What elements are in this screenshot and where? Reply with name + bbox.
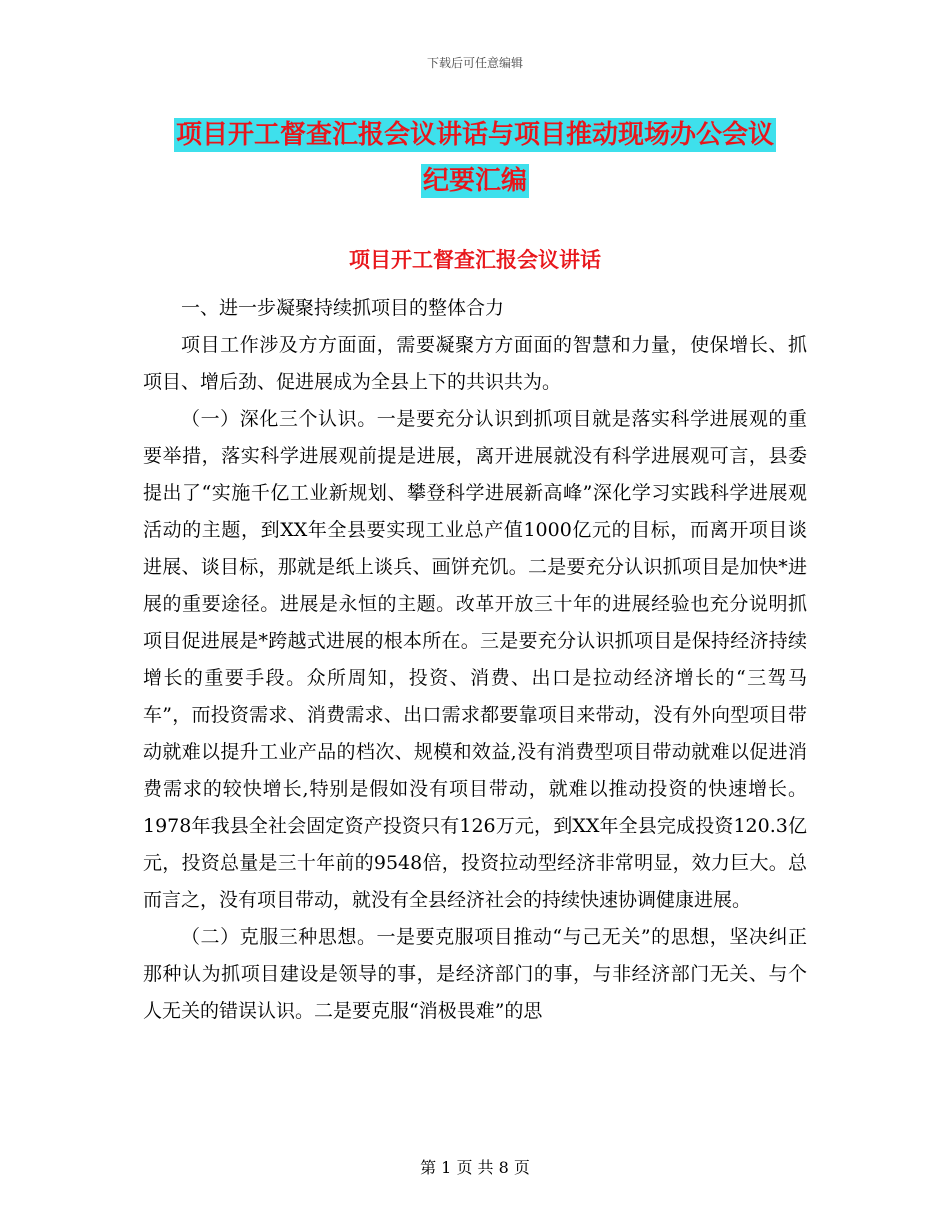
paragraph: （二）克服三种思想。一是要克服项目推动“与己无关”的思想，坚决纠正那种认为抓项目建设是领导的事，是经济部门的事，与非经济部门无关、与个人无关的错误认识。二是要克服“消极畏难”的思 xyxy=(143,926,807,1022)
paragraph: （一）深化三个认识。一是要充分认识到抓项目就是落实科学进展观的重要举措，落实科学进展观前提是进展，离开进展就没有科学进展观可言，县委提出了“实施千亿工业新规划、攀登科学进展新高峰”深化学习实践科学进展观活动的主题，到XX年全县要实现工业总产值1000亿元的目标，而离开项目谈进展、谈目标，那就是纸上谈兵、画饼充饥。二是要充分认识抓项目是加快*进展的重要途径。进展是永恒的主题。改革开放三十年的进展经验也充分说明抓项目促进展是*跨越式进展的根本所在。三是要充分认识抓项目是保持经济持续增长的重要手段。众所周知，投资、消费、出口是拉动经济增长的“三驾马车”，而投资需求、消费需求、出口需求都要靠项目来带动，没有外向型项目带动就难以提升工业产品的档次、规模和效益,没有消费型项目带动就难以促进消费需求的较快增长,特别是假如没有项目带动，就难以推动投资的快速增长。1978年我县全社会固定资产投资只有126万元，到XX年全县完成投资120.3亿元，投资总量是三十年前的9548倍，投资拉动型经济非常明显，效力巨大。总而言之，没有项目带动，就没有全县经济社会的持续快速协调健康进展。 xyxy=(143,408,807,911)
section-title: 项目开工督查汇报会议讲话 xyxy=(349,248,601,272)
document-title xyxy=(0,112,950,204)
document-title-line1: 项目开工督查汇报会议讲话与项目推动现场办公会议 xyxy=(175,120,774,150)
body-text xyxy=(143,290,807,1030)
page-footer: 第 1 页 共 8 页 xyxy=(420,1158,530,1177)
paragraph: 项目工作涉及方方面面，需要凝聚方方面面的智慧和力量，使保增长、抓项目、增后劲、促进展成为全县上下的共识共为。 xyxy=(143,334,807,393)
header-note: 下载后可任意编辑 xyxy=(426,56,523,70)
document-title-line2: 纪要汇编 xyxy=(422,166,527,196)
paragraph-heading: 一、进一步凝聚持续抓项目的整体合力 xyxy=(181,297,505,319)
